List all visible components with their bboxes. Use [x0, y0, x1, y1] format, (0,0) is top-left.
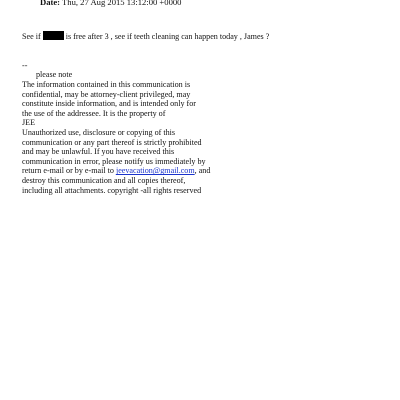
closing-line: including all attachments. copyright -all rights reserved	[22, 185, 202, 195]
email-contact-line	[22, 166, 272, 176]
email-link[interactable]: jeevacation@gmail.com	[115, 166, 195, 176]
disclaimer-line: The information contained in this communication is	[22, 79, 191, 89]
date-value: Thu, 27 Aug 2015 13:12:00 +0000	[60, 0, 182, 7]
please-note-text: please note	[36, 70, 73, 80]
disclaimer-line: communication or any part thereof is strictly prohibited	[22, 137, 202, 147]
date-label: Date:	[40, 0, 61, 7]
disclaimer-line: confidential, may be attorney-client privileged, may	[22, 89, 191, 99]
email-body	[22, 31, 272, 195]
closing-line: destroy this communication and all copies thereof,	[22, 175, 186, 185]
spacer	[22, 51, 272, 61]
spacer	[22, 42, 272, 52]
message-line	[22, 31, 272, 42]
message-text-end: is free after 3 , see if teeth cleaning can happen today , James ?	[63, 32, 270, 41]
disclaimer-line: communication in error, please notify us immediately by	[22, 156, 206, 166]
disclaimer-line: and may be unlawful. If you have received this	[22, 147, 175, 157]
disclaimer-line: constitute inside information, and is intended only for	[22, 99, 196, 109]
disclaimer-line: JEE	[22, 118, 36, 128]
disclaimer-line: Unauthorized use, disclosure or copying of this	[22, 127, 176, 137]
redaction-box	[43, 31, 64, 40]
email-line-prefix: return e-mail or by e-mail to	[22, 166, 116, 176]
email-line-suffix: , and	[194, 166, 211, 176]
message-text-start: See if	[22, 32, 43, 41]
signature-separator: --	[22, 60, 28, 70]
disclaimer-line: the use of the addressee. It is the property of	[22, 108, 166, 118]
date-header	[40, 0, 181, 8]
